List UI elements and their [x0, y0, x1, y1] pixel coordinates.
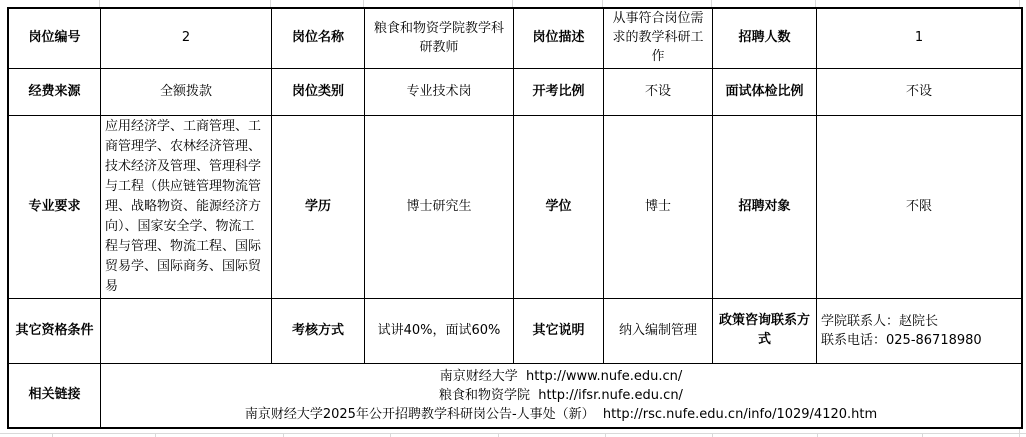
sheet-gridline — [498, 433, 499, 437]
job-posting-table — [7, 7, 1023, 429]
sheet-gridline — [390, 433, 391, 437]
cell-label-other-qualifications: 其它资格条件 — [9, 299, 101, 364]
sheet-gridline — [711, 0, 712, 7]
contact-phone-line: 联系电话：025-86718980 — [821, 333, 982, 348]
sheet-gridline — [99, 0, 100, 7]
cell-value-recruitment-target: 不限 — [817, 116, 1021, 299]
cell-label-policy-contact: 政策咨询联系方式 — [713, 299, 817, 364]
cell-value-major-requirements: 应用经济学、工商管理、工商管理学、农林经济管理、技术经济及管理、管理科学与工程（供应链管理物流管理、战略物资、能源经济方向）、国家安全学、物流工程与管理、物流工程、国际贸易学、国际商务、国际贸易 — [101, 116, 272, 299]
cell-label-position-category: 岗位类别 — [272, 69, 365, 116]
sheet-gridline — [155, 433, 156, 437]
sheet-gridline — [712, 433, 713, 437]
cell-label-degree: 学位 — [514, 116, 604, 299]
cell-label-assessment-method: 考核方式 — [272, 299, 365, 364]
link-university-homepage[interactable]: 南京财经大学 http://www.nufe.edu.cn/ — [439, 369, 683, 384]
sheet-gridline — [270, 0, 271, 7]
cell-value-exam-open-ratio: 不设 — [604, 69, 713, 116]
cell-value-other-qualifications — [101, 299, 272, 364]
link-recruitment-notice[interactable]: 南京财经大学2025年公开招聘教学科研岗公告-人事处（新） http://rsc.nufe.edu.cn/info/1029/4120.htm — [244, 407, 878, 422]
cell-label-funding-source: 经费来源 — [9, 69, 101, 116]
sheet-gridline — [815, 0, 816, 7]
cell-value-headcount: 1 — [817, 9, 1021, 69]
sheet-gridline — [0, 433, 1026, 434]
cell-label-major-requirements: 专业要求 — [9, 116, 101, 299]
cell-label-education: 学历 — [272, 116, 365, 299]
cell-value-position-id: 2 — [101, 9, 272, 69]
cell-value-policy-contact — [817, 299, 1021, 364]
cell-value-assessment-method: 试讲40%，面试60% — [365, 299, 514, 364]
sheet-gridline — [817, 433, 818, 437]
sheet-gridline — [1019, 0, 1020, 7]
contact-person-line: 学院联系人：赵院长 — [821, 314, 939, 329]
sheet-gridline — [512, 0, 513, 7]
link-college-homepage[interactable]: 粮食和物资学院 http://ifsr.nufe.edu.cn/ — [439, 388, 683, 403]
cell-label-headcount: 招聘人数 — [713, 9, 817, 69]
cell-label-related-links: 相关链接 — [9, 364, 101, 427]
sheet-gridline — [602, 0, 603, 7]
cell-value-degree: 博士 — [604, 116, 713, 299]
cell-value-position-category: 专业技术岗 — [365, 69, 514, 116]
sheet-gridline — [605, 433, 606, 437]
cell-label-recruitment-target: 招聘对象 — [713, 116, 817, 299]
cell-label-other-notes: 其它说明 — [514, 299, 604, 364]
cell-value-position-desc: 从事符合岗位需求的教学科研工作 — [604, 9, 713, 69]
cell-value-funding-source: 全额拨款 — [101, 69, 272, 116]
cell-label-position-desc: 岗位描述 — [514, 9, 604, 69]
cell-label-interview-physical-ratio: 面试体检比例 — [713, 69, 817, 116]
cell-value-position-name: 粮食和物资学院教学科研教师 — [365, 9, 514, 69]
cell-label-position-id: 岗位编号 — [9, 9, 101, 69]
cell-label-exam-open-ratio: 开考比例 — [514, 69, 604, 116]
cell-value-education: 博士研究生 — [365, 116, 514, 299]
sheet-gridline — [283, 433, 284, 437]
cell-value-other-notes: 纳入编制管理 — [604, 299, 713, 364]
sheet-gridline — [363, 0, 364, 7]
sheet-gridline — [922, 433, 923, 437]
cell-label-position-name: 岗位名称 — [272, 9, 365, 69]
cell-value-related-links — [101, 364, 1021, 427]
cell-value-interview-physical-ratio: 不设 — [817, 69, 1021, 116]
sheet-gridline — [52, 433, 53, 437]
sheet-gridline — [1019, 429, 1020, 437]
